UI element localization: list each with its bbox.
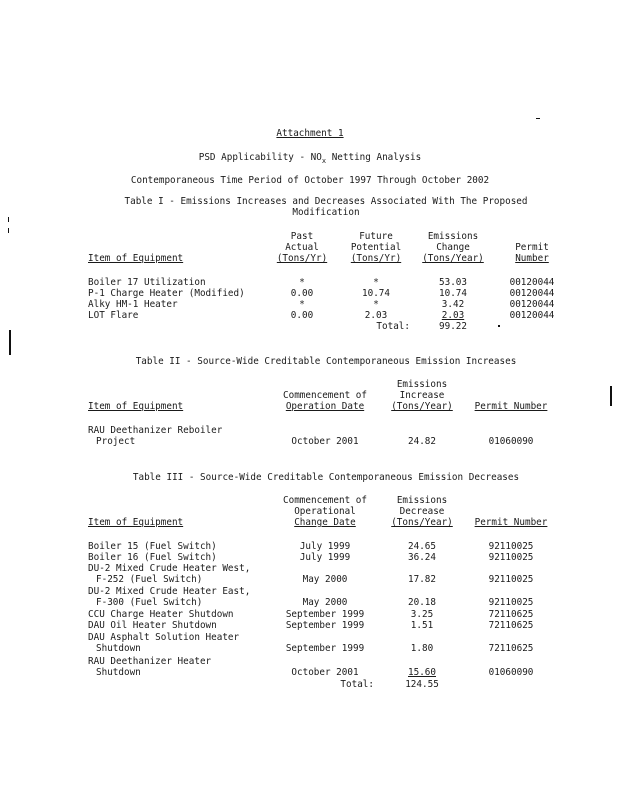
t3-permit: 92110025 bbox=[488, 541, 534, 552]
t2-inc-h2: Increase bbox=[399, 390, 445, 401]
t3-permit: 92110025 bbox=[488, 574, 534, 585]
scan-speck bbox=[498, 325, 500, 327]
table1-title-line1: Table I - Emissions Increases and Decreases Associated With The Proposed bbox=[124, 196, 528, 207]
t3-item: DU-2 Mixed Crude Heater West, bbox=[88, 563, 251, 574]
t3-col-decrease bbox=[384, 495, 460, 528]
t1-future: * bbox=[373, 299, 379, 310]
t1-total-value: 99.22 bbox=[439, 321, 467, 332]
t2-date-h1: Commencement of bbox=[283, 390, 367, 401]
t3-item-cont: F-252 (Fuel Switch) bbox=[96, 574, 203, 585]
t1-permit-h2: Number bbox=[515, 253, 549, 264]
t3-date: May 2000 bbox=[302, 597, 348, 608]
table3-title: Table III - Source-Wide Creditable Contemporaneous Emission Decreases bbox=[132, 472, 520, 483]
t3-date: July 1999 bbox=[299, 552, 351, 563]
t1-change: 10.74 bbox=[439, 288, 467, 299]
t3-value: 3.25 bbox=[410, 609, 434, 620]
t3-item: DU-2 Mixed Crude Heater East, bbox=[88, 586, 251, 597]
t1-permit: 00120044 bbox=[509, 310, 555, 321]
t3-permit: 92110025 bbox=[488, 552, 534, 563]
t3-date: July 1999 bbox=[299, 541, 351, 552]
t3-date: September 1999 bbox=[285, 609, 365, 620]
t3-date: September 1999 bbox=[285, 643, 365, 654]
t3-value: 1.80 bbox=[410, 643, 434, 654]
t3-permit: 72110625 bbox=[488, 609, 534, 620]
t1-future: * bbox=[373, 277, 379, 288]
t3-item: Boiler 15 (Fuel Switch) bbox=[88, 541, 217, 552]
t1-future: 2.03 bbox=[364, 310, 388, 321]
attachment-title: Attachment 1 bbox=[276, 128, 344, 139]
t3-item-cont: Shutdown bbox=[96, 667, 141, 678]
t3-col-item: Item of Equipment bbox=[88, 517, 184, 528]
t1-past-h3: (Tons/Yr) bbox=[276, 253, 328, 264]
t3-value: 20.18 bbox=[408, 597, 436, 608]
t1-item: LOT Flare bbox=[88, 310, 139, 321]
t1-col-change bbox=[416, 231, 490, 264]
t3-date: September 1999 bbox=[285, 620, 365, 631]
t3-total-label: Total: bbox=[340, 679, 374, 690]
t1-total-label: Total: bbox=[376, 321, 410, 332]
t3-item: RAU Deethanizer Heater bbox=[88, 656, 212, 667]
t3-value: 24.65 bbox=[408, 541, 436, 552]
t3-permit: 72110625 bbox=[488, 643, 534, 654]
t2-date: October 2001 bbox=[291, 436, 359, 447]
t2-item: RAU Deethanizer Reboiler bbox=[88, 425, 223, 436]
t3-item: DAU Asphalt Solution Heater bbox=[88, 632, 240, 643]
t2-inc-h3: (Tons/Year) bbox=[391, 401, 453, 412]
doc-title-text: PSD Applicability - $NO_x$ Netting Analysis bbox=[198, 152, 422, 165]
t1-past: 0.00 bbox=[290, 288, 314, 299]
table2-title: Table II - Source-Wide Creditable Contemporaneous Emission Increases bbox=[135, 356, 517, 367]
t1-item: Alky HM-1 Heater bbox=[88, 299, 178, 310]
t1-future: 10.74 bbox=[362, 288, 390, 299]
scan-bar-right bbox=[610, 386, 612, 406]
t3-date-h2: Operational bbox=[294, 506, 356, 517]
t3-total-value: 124.55 bbox=[405, 679, 439, 690]
t3-dec-h3: (Tons/Year) bbox=[391, 517, 453, 528]
period-line: Contemporaneous Time Period of October 1997 Through October 2002 bbox=[130, 175, 490, 186]
t3-item: Boiler 16 (Fuel Switch) bbox=[88, 552, 217, 563]
t3-col-date bbox=[272, 495, 378, 528]
t3-value: 17.82 bbox=[408, 574, 436, 585]
t1-past: 0.00 bbox=[290, 310, 314, 321]
t3-value: 15.60 bbox=[408, 667, 436, 678]
t1-permit: 00120044 bbox=[509, 277, 555, 288]
t3-dec-h2: Decrease bbox=[399, 506, 445, 517]
table1-title-line2: Modification bbox=[292, 207, 360, 218]
t3-value: 36.24 bbox=[408, 552, 436, 563]
t1-past: * bbox=[299, 299, 305, 310]
t2-date-h2: Operation Date bbox=[285, 401, 365, 412]
t1-col-future bbox=[342, 231, 410, 264]
t1-permit: 00120044 bbox=[509, 299, 555, 310]
t3-date-h3: Change Date bbox=[294, 517, 356, 528]
t1-permit-h1: Permit bbox=[515, 242, 549, 253]
t1-col-item: Item of Equipment bbox=[88, 253, 184, 264]
t3-permit: 92110025 bbox=[488, 597, 534, 608]
t1-change: 53.03 bbox=[439, 277, 467, 288]
t3-item-cont: F-300 (Fuel Switch) bbox=[96, 597, 203, 608]
t2-permit: 01060090 bbox=[488, 436, 534, 447]
t2-col-date bbox=[272, 390, 378, 412]
doc-title bbox=[0, 152, 620, 167]
t1-item: Boiler 17 Utilization bbox=[88, 277, 206, 288]
t3-date-h1: Commencement of bbox=[283, 495, 367, 506]
t1-change-h1: Emissions bbox=[427, 231, 479, 242]
t2-col-item: Item of Equipment bbox=[88, 401, 184, 412]
t1-past-h2: Actual bbox=[285, 242, 319, 253]
nox-subscript: x bbox=[321, 156, 327, 165]
t1-past-h1: Past bbox=[290, 231, 314, 242]
t3-col-permit: Permit Number bbox=[474, 517, 548, 528]
scan-bar-left bbox=[9, 330, 11, 355]
t2-col-permit: Permit Number bbox=[474, 401, 548, 412]
t1-col-permit bbox=[500, 242, 564, 264]
t1-change-h2: Change bbox=[436, 242, 470, 253]
scan-speck bbox=[8, 228, 9, 233]
t3-item: DAU Oil Heater Shutdown bbox=[88, 620, 217, 631]
t1-future-h3: (Tons/Yr) bbox=[350, 253, 402, 264]
t2-inc-h1: Emissions bbox=[396, 379, 448, 390]
t3-item-cont: Shutdown bbox=[96, 643, 141, 654]
t1-change: 3.42 bbox=[441, 299, 465, 310]
t3-value: 1.51 bbox=[410, 620, 434, 631]
t2-value: 24.82 bbox=[408, 436, 436, 447]
t2-col-increase bbox=[384, 379, 460, 412]
scan-speck bbox=[536, 118, 540, 119]
t1-future-h1: Future bbox=[359, 231, 393, 242]
t1-item: P-1 Charge Heater (Modified) bbox=[88, 288, 245, 299]
t3-date: May 2000 bbox=[302, 574, 348, 585]
t3-dec-h1: Emissions bbox=[396, 495, 448, 506]
t1-col-past bbox=[270, 231, 334, 264]
t1-change: 2.03 bbox=[441, 310, 465, 321]
t2-item-cont: Project bbox=[96, 436, 136, 447]
t3-item: CCU Charge Heater Shutdown bbox=[88, 609, 234, 620]
t1-change-h3: (Tons/Year) bbox=[422, 253, 484, 264]
t1-past: * bbox=[299, 277, 305, 288]
t1-permit: 00120044 bbox=[509, 288, 555, 299]
t3-permit: 01060090 bbox=[488, 667, 534, 678]
t3-permit: 72110625 bbox=[488, 620, 534, 631]
t3-date: October 2001 bbox=[291, 667, 359, 678]
t1-future-h2: Potential bbox=[350, 242, 402, 253]
